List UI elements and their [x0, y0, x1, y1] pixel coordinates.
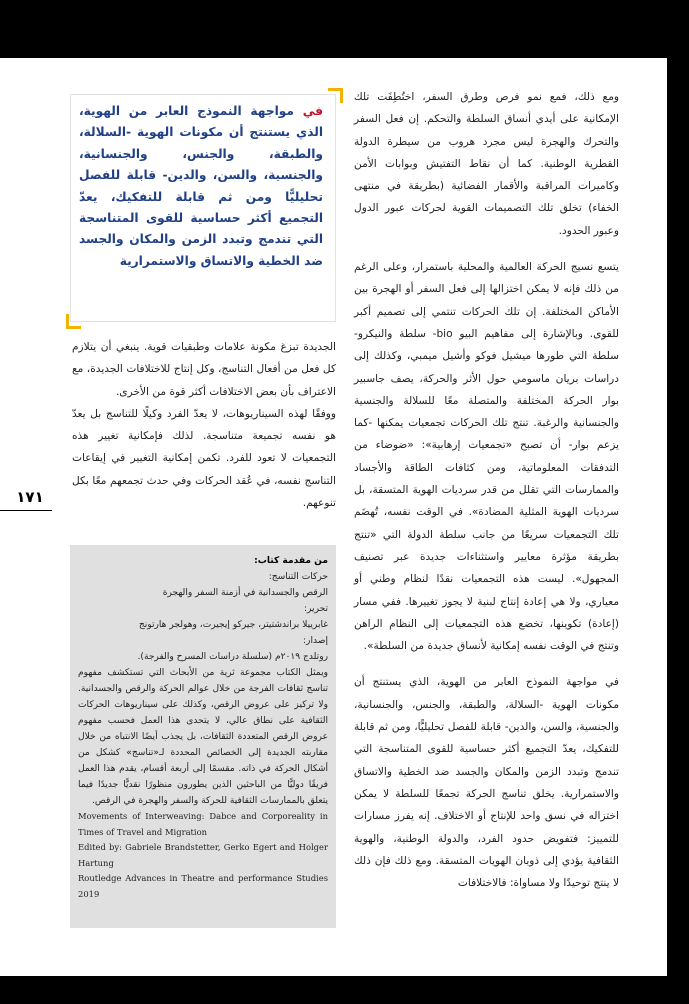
- book-title-value: الرقص والجسدانية في أزمنة السفر والهجرة: [162, 588, 328, 598]
- book-box-heading: من مقدمة كتاب:: [254, 556, 328, 566]
- page-number: ١٧١: [16, 488, 44, 506]
- page-number-rule: [0, 510, 52, 511]
- bottom-black-bar: [0, 976, 689, 1004]
- book-edition-value: روتلدج ٢٠١٩م (سلسلة دراسات المسرح والفرجة).: [137, 652, 328, 662]
- book-description: ويمثل الكتاب مجموعة ثرية من الأبحاث التي تستكشف مفهوم تناسج ثقافات الفرجة من خلال عوالم الحركة والرقص والجسدانية. ولا تركيز على عروض الرقص، وكذلك على سيناريوهات الحركات الثقافية على نطاق عالي، لا يتحدى هذا العمل فحسب مفهوم عروض الرقص المتعددة الثقافات، بل يجذب أيضًا الانتباه من خلال مقاربته الجديدة إلى الخصائص المحددة لـ«تناسج» كشكل من أشكال الحركة في ذاته. مقسمًا إلى أربعة أقسام، يقدم هذا العمل فريقًا دوليًّا من الباحثين الذين يطورون منظورًا نقديًّا جديدًا فيما يتعلق بالممارسات الثقافية للحركة والسفر والهجرة في الرقص.: [78, 668, 328, 806]
- pull-quote-lead-word: في: [302, 104, 323, 118]
- paragraph: ومع ذلك، فمع نمو فرص وطرق السفر، اختُطِفَت تلك الإمكانية على أيدي أنساق السلطة والتحكم. إن فعل السفر والتحرك والهجرة ليس مجرد هروب من سيطرة الدولة القطرية الوطنية. كما أن نقاط التفتيش وبوابات الأمن وكاميرات المراقبة والأقمار الفضائية (بطريقة في منتهى الخفاء) تخلق تلك التصميمات القوية لحركات عبور الدول وعبور الحدود.: [354, 91, 619, 237]
- book-english-editors: Edited by: Gabriele Brandstetter, Gerko Egert and Holger Hartung: [78, 842, 328, 868]
- right-text-column: [354, 86, 619, 894]
- right-black-bar: [667, 0, 689, 1004]
- paragraph: الجديدة تبزغ مكونة علامات وطبقيات قوية. ينبغي أن يتلازم كل فعل من أفعال التناسج، وكل إنتاج للاختلافات الجديدة، مع الاعتراف بأن بعض الاختلافات أكثر قوة من الأخرى.: [72, 341, 336, 398]
- book-title-label: حركات التناسج:: [268, 572, 328, 582]
- book-info-box: [70, 545, 336, 928]
- book-edition-label: إصدار:: [302, 636, 328, 646]
- book-editors-value: غابرييلا براندشتيتر، جيركو إيجيرت، وهولجر هارتونج: [138, 620, 328, 630]
- pull-quote: [70, 94, 336, 322]
- book-editors-label: تحرير:: [303, 604, 328, 614]
- paragraph: يتسع نسيج الحركة العالمية والمحلية باستمرار، وعلى الرغم من ذلك فإنه لا يمكن اختزالها إلى فعل السفر أو الهجرة بين الأماكن المختلفة. إن تلك الحركات تنتمي إلى تصميم أكبر للقوى. وبالإشارة إلى مفاهيم البيو bio- سلطة والنيكرو- سلطة التي طورها ميشيل فوكو وأشيل ميمبي، وكذلك إلى دراسات بريان ماسومي حول الأثر والحركة، يصف جاسبير بوار الحركة المختلفة والمتصلة معًا للسلالة والجنسية والجنسانية والرغبة. تنتج تلك الحركات تجمعيات يمكنها -كما يزعم بوار- أن تصبح «تجمعيات إرهابية»: «ضوضاء من التدفقات المعلوماتية، ومن كثافات الطاقة والأجساد والممارسات التي تقلل من قدر سرديات الهوية المتسقة، بل سرديات الهوية المثلية المضادة». في الوقت نفسه، تُهضَم تلك التجمعيات سريعًا من جانب سلطة الدولة التي «تنتج بطريقة مؤثرة معايير واستثناءات جديدة عبر تصنيف المجهول». ليست هذه التجمعيات نقدًا لنظام وطني أو معياري، ولا هي إعادة إنتاج لبنية لا يجوز تغييرها. ففي مسار (إعادة) تكوينها، تخضع هذه التجمعيات إلى النظام الراهن وتنتج في الوقت نفسه إمكانية لأنساق جديدة من السلطة».: [354, 261, 619, 653]
- quote-bracket-bottom-left: [66, 314, 81, 329]
- pull-quote-text: مواجهة النموذج العابر من الهوية، الذي يستنتج أن مكونات الهوية -السلالة، والطبقة، والجنس، والجنسانية، والجنسية، والسن، والدين- قابلة للفصل تحليليًّا ومن ثم قابلة للتفكيك، يعدّ التجميع أكثر حساسية للقوى المتناسجة التي تندمج وتبدد الزمن والمكان والجسد ضد الخطية والاتساق والاستمرارية: [79, 104, 323, 268]
- top-black-bar: [0, 0, 689, 58]
- left-text-column: [72, 336, 336, 514]
- book-english-title: Movements of Interweaving: Dabce and Corporeality in Times of Travel and Migration: [78, 811, 328, 837]
- paragraph: ووفقًا لهذه السيناريوهات، لا يعدّ الفرد وكيلًا للتناسج بل يعدّ هو نفسه تجميعة متناسجة. لذلك فإمكانية تغيير هذه التجمعيات لا تعود للفرد. تكمن إمكانية التغيير في إيقاعات التناسج نفسه، في عُقد الحركات وفي حدث تجمعهم معًا بكل تنوعهم.: [72, 407, 336, 510]
- book-english-series: Routledge Advances in Theatre and performance Studies 2019: [78, 873, 328, 899]
- paragraph: في مواجهة النموذج العابر من الهوية، الذي يستنتج أن مكونات الهوية -السلالة، والطبقة، والجنس، والجنسانية، والجنسية، والسن، والدين- قابلة للفصل تحليليًّا، ومن ثم قابلة للتفكيك، يعدّ التجميع أكثر حساسية للقوى المتناسجة التي تندمج وتبدد الزمن والمكان والجسد ضد الخطية والاتساق والاستمرارية. يخلق تناسج الحركة تجمعًا للسلطة لا يمكن اختزاله في نسق واحد للإنتاج أو الاختلاف. إنه يفرز مسارات للتمييز: فتفويض حدود الفرد، والدولة الوطنية، والهوية الثقافية يؤدي إلى ذوبان الهويات المتسقة. ومع ذلك فإن ذلك لا ينتج توحيدًا ولا مساواة: فالاختلافات: [354, 676, 619, 890]
